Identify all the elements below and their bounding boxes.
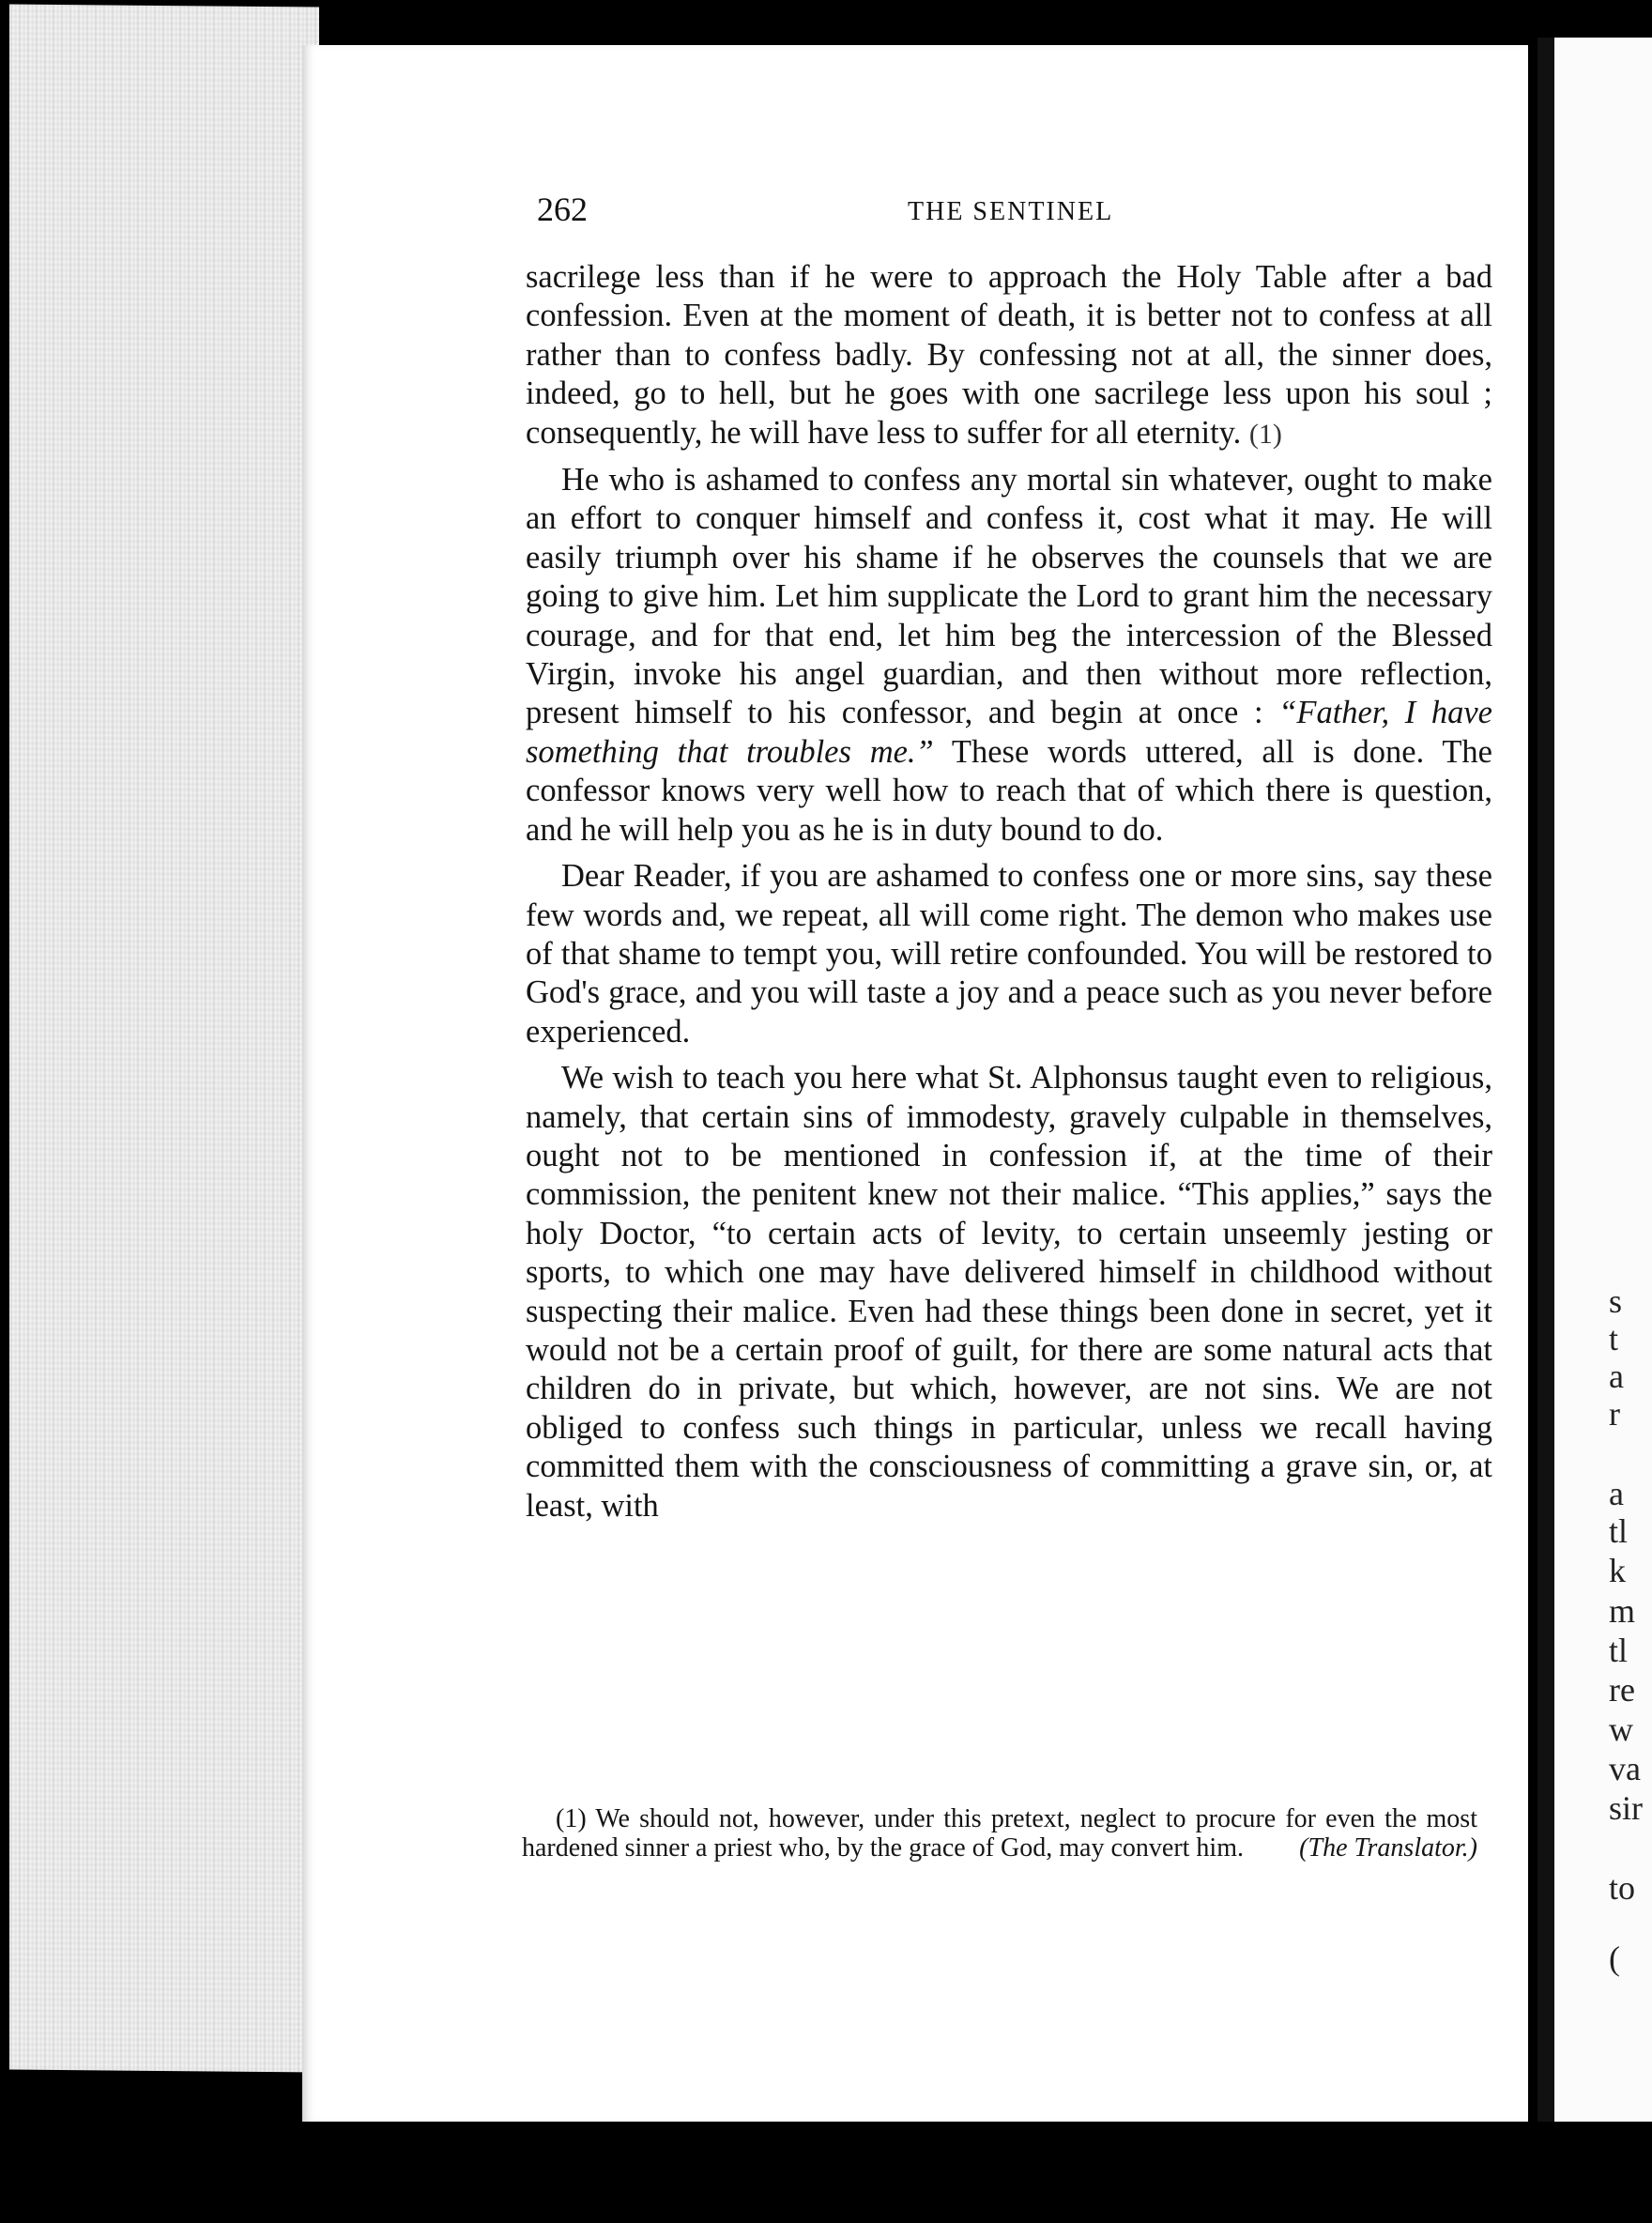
facing-page-fragment: sir — [1609, 1789, 1643, 1827]
footnote-reference: (1) — [1248, 418, 1282, 450]
book-page-edges — [9, 5, 319, 2073]
facing-page-fragment: tl — [1609, 1512, 1629, 1550]
running-head: THE SENTINEL — [908, 197, 1114, 226]
facing-page-fragment: k — [1609, 1552, 1626, 1589]
footnote — [522, 1804, 1477, 1863]
paragraph — [526, 461, 1492, 850]
page-header — [537, 190, 1494, 237]
paragraph-text: These words uttered, all is done. The confessor knows very well how to reach that of which there is question, and he will help you as he is in duty bound to do. — [526, 733, 1492, 848]
paragraph — [526, 857, 1492, 1051]
facing-page-fragment: va — [1609, 1750, 1641, 1787]
quoted-phrase: “Father, I have something that troubles me.” — [526, 695, 1492, 770]
paragraph-text: sacrilege less than if he were to approach the Holy Table after a bad confession. Even at the moment of death, it is better not to confess at all rather than to confess badly. By confessing not at all, the sinner does, indeed, go to hell, but he goes with one sacrilege less upon his soul ; consequently, he will have less to suffer for all eternity. — [526, 259, 1492, 451]
body-text — [526, 258, 1492, 1525]
facing-page-fragment: t — [1609, 1320, 1619, 1357]
facing-page-fragment: to — [1609, 1869, 1636, 1907]
page-number: 262 — [537, 191, 588, 228]
footnote-text: We should not, however, under this pretext, neglect to procure for even the most hardened sinner a priest who, by the grace of God, may convert him. — [522, 1804, 1477, 1863]
paragraph — [526, 258, 1492, 453]
facing-page-fragment: tl — [1609, 1632, 1629, 1669]
footnote-marker: (1) — [556, 1804, 587, 1833]
paragraph-text: He who is ashamed to confess any mortal sin whatever, ought to make an effort to conquer himself and confess it, cost what it may. He will easily triumph over his shame if he observes the counsels that we are going to give him. Let him supplicate the Lord to grant him the necessary courage, and for that end, let him beg the intercession of the Blessed Virgin, invoke his angel guardian, and then without more reflection, present himself to his confessor, and begin at once : — [526, 462, 1492, 731]
facing-page-fragment: a — [1609, 1475, 1624, 1512]
facing-page-fragment: a — [1609, 1357, 1624, 1395]
facing-page — [1537, 38, 1652, 2122]
paragraph-text: We wish to teach you here what St. Alphonsus taught even to religious, namely, that certain sins of immodesty, gravely culpable in themselves, ought not to be mentioned in confession if, at the time of their commission, the penitent knew not their malice. “This applies,” says the holy Doctor, “to certain acts of levity, to certain unseemly jesting or sports, to which one may have delivered himself in childhood without suspecting their malice. Even had these things been done in secret, yet it would not be a certain proof of guilt, for there are some natural acts that children do in private, but which, however, are not sins. We are not obliged to confess such things in particular, unless we recall having committed them with the consciousness of committing a grave sin, or, at least, with — [526, 1060, 1492, 1524]
facing-page-fragment: w — [1609, 1710, 1633, 1748]
footnote-credit: (The Translator.) — [1299, 1833, 1477, 1863]
facing-page-fragment: re — [1609, 1671, 1635, 1709]
facing-page-fragment: ( — [1609, 1939, 1620, 1977]
paragraph-text: Dear Reader, if you are ashamed to confess one or more sins, say these few words and, we repeat, all will come right. The demon who makes use of that shame to tempt you, will retire confounded. You will be restored to God's grace, and you will taste a joy and a peace such as you never before experienced. — [526, 858, 1492, 1050]
facing-page-fragment: m — [1609, 1592, 1636, 1630]
facing-page-fragment: r — [1609, 1395, 1620, 1433]
paragraph — [526, 1059, 1492, 1525]
facing-page-fragment: s — [1609, 1282, 1623, 1320]
